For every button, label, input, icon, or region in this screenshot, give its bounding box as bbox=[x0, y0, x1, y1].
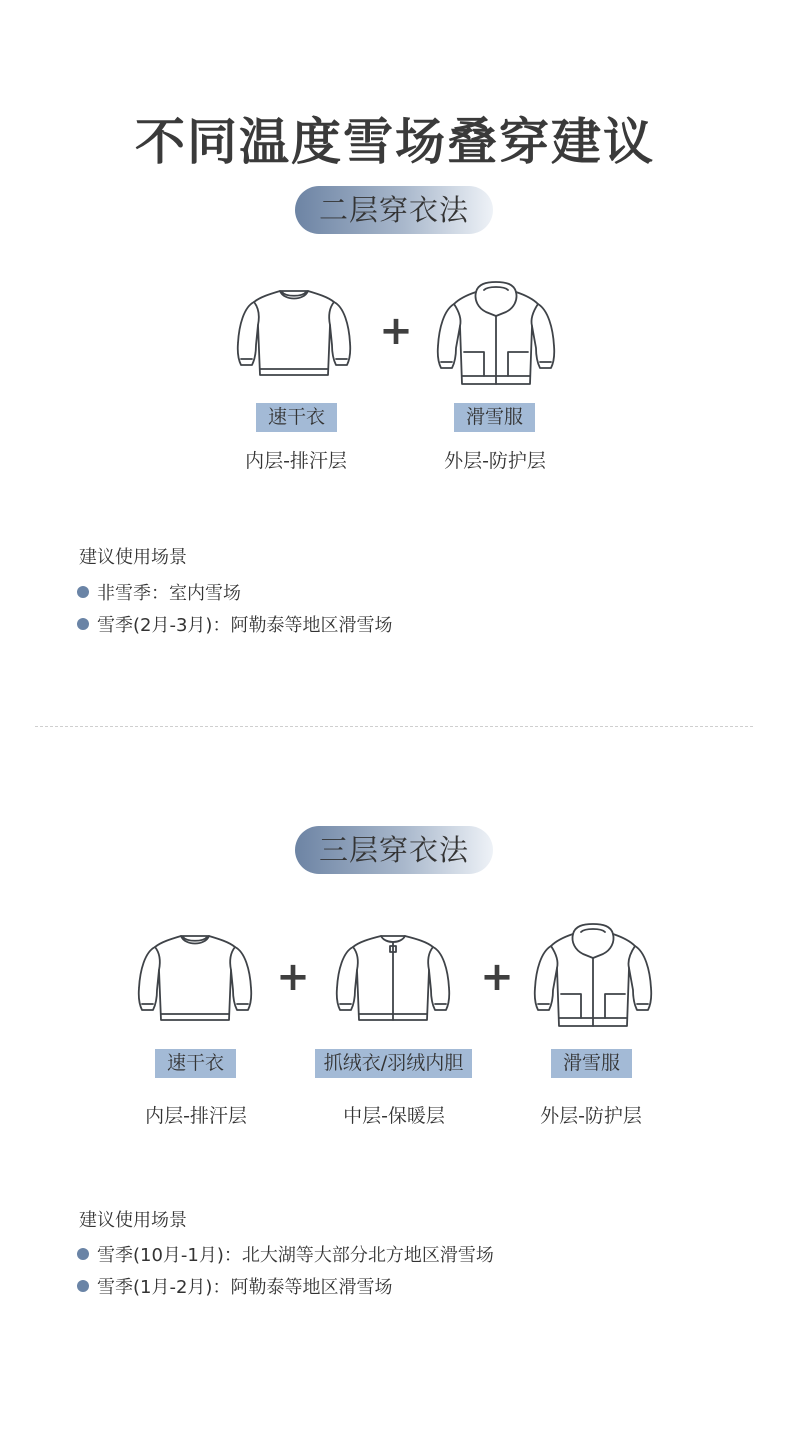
plus-icon: + bbox=[276, 954, 310, 1000]
tag-quick-dry: 速干衣 bbox=[155, 1049, 236, 1078]
tag-quick-dry: 速干衣 bbox=[256, 403, 337, 432]
page-title: 不同温度雪场叠穿建议 bbox=[135, 113, 655, 171]
section-heading-two-layer: 二层穿衣法 bbox=[295, 186, 493, 234]
scenario-item: 非雪季：室内雪场 bbox=[77, 579, 241, 605]
sweater-icon bbox=[234, 285, 358, 381]
scenario-item: 雪季(2月-3月)：阿勒泰等地区滑雪场 bbox=[77, 611, 392, 637]
section-divider bbox=[35, 726, 753, 727]
sweater-icon bbox=[135, 930, 259, 1026]
layer-outer-label: 外层-防护层 bbox=[540, 1105, 642, 1127]
scenario-title: 建议使用场景 bbox=[79, 1210, 187, 1231]
tag-ski-jacket: 滑雪服 bbox=[551, 1049, 632, 1078]
bullet-icon bbox=[77, 586, 89, 598]
tag-fleece-down: 抓绒衣/羽绒内胆 bbox=[315, 1049, 472, 1078]
scenario-item: 雪季(1月-2月)：阿勒泰等地区滑雪场 bbox=[77, 1273, 392, 1299]
layer-middle-label: 中层-保暖层 bbox=[343, 1105, 445, 1127]
bullet-icon bbox=[77, 1248, 89, 1260]
scenario-item: 雪季(10月-1月)：北大湖等大部分北方地区滑雪场 bbox=[77, 1241, 494, 1267]
ski-jacket-icon bbox=[531, 922, 655, 1030]
plus-icon: + bbox=[379, 308, 413, 354]
layer-inner-label: 内层-排汗层 bbox=[245, 450, 347, 472]
tag-ski-jacket: 滑雪服 bbox=[454, 403, 535, 432]
bullet-icon bbox=[77, 618, 89, 630]
scenario-title: 建议使用场景 bbox=[79, 547, 187, 568]
zip-fleece-icon bbox=[333, 930, 457, 1026]
layer-inner-label: 内层-排汗层 bbox=[145, 1105, 247, 1127]
bullet-icon bbox=[77, 1280, 89, 1292]
plus-icon: + bbox=[480, 954, 514, 1000]
layer-outer-label: 外层-防护层 bbox=[444, 450, 546, 472]
ski-jacket-icon bbox=[434, 280, 558, 388]
section-heading-three-layer: 三层穿衣法 bbox=[295, 826, 493, 874]
